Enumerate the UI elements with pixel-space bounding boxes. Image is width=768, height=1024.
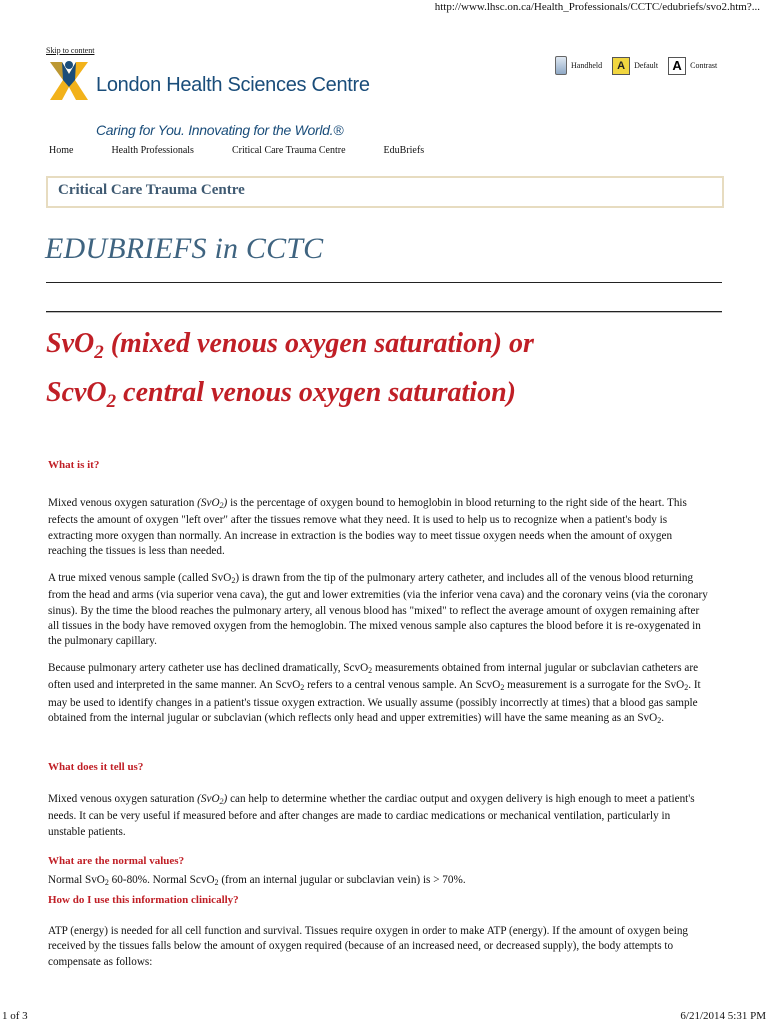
section-header-box <box>46 176 724 208</box>
nav-item-edubriefs[interactable]: EduBriefs <box>383 145 425 156</box>
skip-to-content-link[interactable]: Skip to content <box>46 46 95 55</box>
contrast-label: Contrast <box>690 61 718 70</box>
tagline: Caring for You. Innovating for the World.® <box>96 122 344 138</box>
lhsc-logo[interactable] <box>46 56 376 106</box>
view-options <box>555 56 723 75</box>
lhsc-logo-mark-icon <box>46 56 92 104</box>
logo-text: London Health Sciences Centre <box>96 74 370 96</box>
paragraph-true-mixed-venous: A true mixed venous sample (called SvO$_2$) is drawn from the tip of the pulmonary artery catheter, and includes all of the venous blood returning from the head and arms (via superior vena cava), the gut and lower extremities (via the inferior vena cava) and the coronary veins (via the coronary sinus). By the time the blood reaches the pulmonary artery, all venous blood has "mixed" to reflect the average amount of oxygen remaining after all tissues in the body have removed oxygen from the hemoglobin. The mixed venous sample also captures the blood before it is re-oxygenated in the pulmonary capillary. <box>48 572 708 648</box>
default-label: Default <box>634 61 659 70</box>
subheading-what-does-it-tell: What does it tell us? <box>48 761 144 773</box>
text-default-icon: A <box>612 57 630 75</box>
paragraph-definition: Mixed venous oxygen saturation (SvO$_2$) is the percentage of oxygen bound to hemoglobin in blood returning to the right side of the heart. This refects the amount of oxygen "left over" after the tissues remove what they need. It is used to help us to recognize when a patient's body is extracting more oxygen than normally. An increase in extraction is the bodies way to meet tissue oxygen needs when the amount of oxygen reaching the tissues is less than needed. <box>48 497 687 557</box>
print-page-number: 1 of 3 <box>2 1010 28 1022</box>
print-timestamp: 6/21/2014 5:31 PM <box>680 1010 766 1022</box>
article-headline-line1: SvO$_2$ (mixed venous oxygen saturation) or <box>46 328 534 363</box>
paragraph-atp: ATP (energy) is needed for all cell function and survival. Tissues require oxygen in order to make ATP (energy). If the amount of oxygen being received by the tissues falls below the amount of oxygen required (because of an increased need, or decreased supply), the body attempts to compensate as follows: <box>48 925 689 968</box>
subheading-clinical-use: How do I use this information clinically? <box>48 894 239 906</box>
divider <box>46 282 722 283</box>
paragraph-scvo2: Because pulmonary artery catheter use has declined dramatically, ScvO$_2$ measurements obtained from internal jugular or subclavian catheters are often used and interpreted in the same manner. An ScvO$_2$ refers to a central venous sample. An ScvO$_2$ measurement is a surrogate for the SvO$_2$. It may be used to identify changes in a patient's tissue oxygen extraction. We usually assume (possibly incorrectly at times) that a blood gas sample obtained from the internal jugular or subclavian (which reflects only head and upper extremities) will have the same meaning as an SvO$_2$. <box>48 662 701 725</box>
nav-item-cctc[interactable]: Critical Care Trauma Centre <box>231 145 346 156</box>
paragraph-tells-us: Mixed venous oxygen saturation (SvO$_2$) can help to determine whether the cardiac output and oxygen delivery is high enough to meet a patient's needs. It can be very useful if measured before and after changes are made to cardiac medications or mechanical ventilation, particularly in unstable patients. <box>48 793 695 838</box>
section-title[interactable]: Critical Care Trauma Centre <box>58 182 245 198</box>
handheld-label: Handheld <box>571 61 603 70</box>
handheld-view-button[interactable] <box>555 56 602 75</box>
default-view-button[interactable] <box>612 57 658 75</box>
page-title: EDUBRIEFS in CCTC <box>45 232 324 265</box>
nav-item-health-professionals[interactable]: Health Professionals <box>111 145 194 156</box>
divider <box>46 311 722 313</box>
print-url: http://www.lhsc.on.ca/Health_Professionals/CCTC/edubriefs/svo2.htm?... <box>434 1 760 13</box>
handheld-icon <box>555 56 567 75</box>
text-contrast-icon: A <box>668 57 686 75</box>
subheading-what-is-it: What is it? <box>48 459 100 471</box>
main-nav <box>49 145 462 156</box>
contrast-view-button[interactable] <box>668 57 717 75</box>
nav-item-home[interactable]: Home <box>49 145 74 156</box>
paragraph-normal-values: Normal SvO$_2$ 60-80%. Normal ScvO$_2$ (from an internal jugular or subclavian vein) is > 70%. <box>48 874 466 887</box>
article-headline-line2: ScvO$_2$ central venous oxygen saturation) <box>46 377 516 412</box>
subheading-normal-values: What are the normal values? <box>48 855 185 867</box>
